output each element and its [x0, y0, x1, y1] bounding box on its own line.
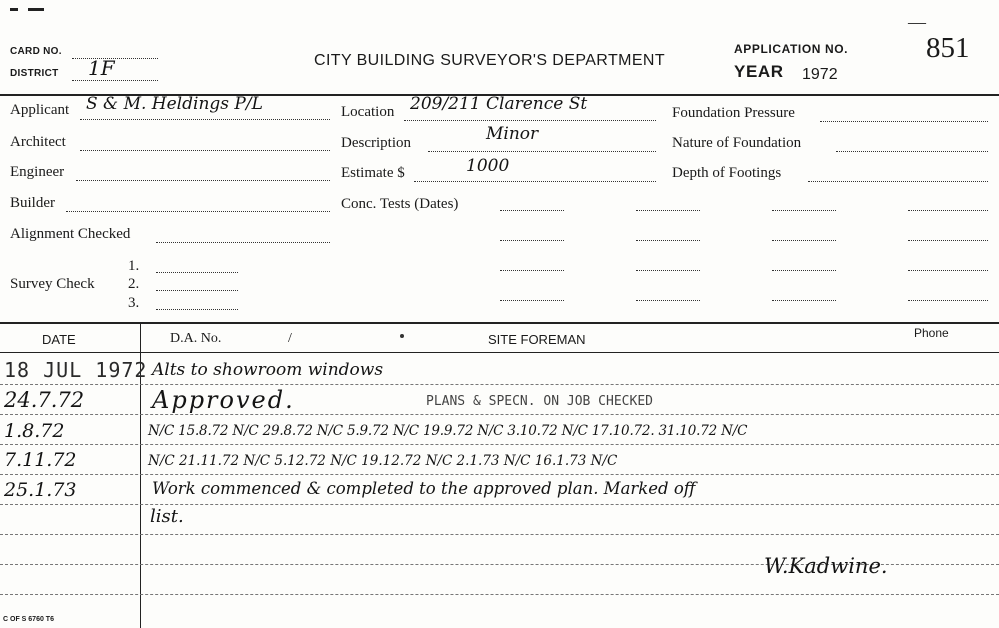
builder-label: Builder — [10, 195, 55, 211]
log-entry: Alts to showroom windows — [152, 360, 384, 380]
alignment-line — [156, 242, 330, 243]
foreman-signature: W.Kadwine. — [764, 554, 888, 578]
application-no-value: 851 — [926, 32, 970, 64]
survey-number-2: 2. — [128, 276, 140, 292]
conc-test-line — [772, 270, 836, 271]
log-rule — [0, 414, 999, 415]
log-date: 1.8.72 — [4, 420, 65, 442]
log-date: 18 JUL 1972 — [4, 358, 148, 382]
card-no-label: CARD NO. — [10, 46, 62, 57]
conc-test-line — [636, 270, 700, 271]
conc-test-line — [908, 210, 988, 211]
log-entry: Approved. — [152, 386, 295, 414]
site-foreman-header: SITE FOREMAN — [488, 332, 586, 347]
foundation-pressure-label: Foundation Pressure — [672, 105, 795, 121]
description-line — [428, 151, 656, 152]
da-no-slash: / — [288, 331, 292, 346]
depth-footings-line — [808, 181, 988, 182]
conc-test-line — [636, 240, 700, 241]
depth-footings-label: Depth of Footings — [672, 165, 782, 181]
foundation-pressure-line — [820, 121, 988, 122]
footer-code: C OF S 6760 T6 — [3, 616, 54, 623]
department-title: CITY BUILDING SURVEYOR'S DEPARTMENT — [314, 52, 666, 69]
applicant-value: S & M. Heldings P/L — [86, 94, 263, 114]
district-line — [72, 80, 158, 81]
corner-mark — [10, 8, 18, 11]
conc-test-line — [636, 210, 700, 211]
log-entry: N/C 21.11.72 N/C 5.12.72 N/C 19.12.72 N/C 2.1.73 N/C 16.1.73 N/C — [148, 453, 618, 469]
conc-test-line — [908, 240, 988, 241]
survey-line-3 — [156, 309, 238, 310]
application-no-label: APPLICATION NO. — [734, 42, 849, 56]
log-rule — [0, 474, 999, 475]
location-label: Location — [341, 104, 395, 120]
log-entry: Work commenced & completed to the approved plan. Marked off — [152, 479, 696, 498]
job-checked-stamp: PLANS & SPECN. ON JOB CHECKED — [426, 394, 653, 409]
conc-test-line — [500, 270, 564, 271]
architect-line — [80, 150, 330, 151]
header-dot — [400, 334, 404, 338]
nature-foundation-label: Nature of Foundation — [672, 135, 802, 151]
description-label: Description — [341, 135, 411, 151]
conc-test-line — [500, 300, 564, 301]
description-value: Minor — [486, 124, 539, 144]
conc-test-line — [908, 300, 988, 301]
corner-mark — [28, 8, 44, 11]
log-header-divider — [0, 352, 999, 353]
location-value: 209/211 Clarence St — [410, 94, 588, 114]
conc-test-line — [772, 240, 836, 241]
card-no-line — [72, 58, 158, 59]
year-value: 1972 — [802, 66, 838, 83]
log-rule — [0, 504, 999, 505]
architect-label: Architect — [10, 134, 66, 150]
location-line — [404, 120, 656, 121]
da-no-header: D.A. No. — [170, 331, 222, 346]
log-date: 7.11.72 — [4, 449, 77, 471]
estimate-label: Estimate $ — [341, 165, 405, 181]
district-value: 1F — [88, 56, 115, 80]
alignment-checked-label: Alignment Checked — [10, 226, 131, 242]
log-rule — [0, 444, 999, 445]
log-entry: N/C 15.8.72 N/C 29.8.72 N/C 5.9.72 N/C 19.9.72 N/C 3.10.72 N/C 17.10.72. 31.10.72 N/C — [148, 423, 748, 439]
estimate-value: 1000 — [466, 156, 510, 176]
log-rule — [0, 384, 999, 385]
engineer-line — [76, 180, 330, 181]
log-entry: list. — [150, 506, 184, 527]
estimate-line — [414, 181, 656, 182]
year-label: YEAR — [734, 62, 784, 81]
conc-test-line — [500, 210, 564, 211]
conc-tests-label: Conc. Tests (Dates) — [341, 196, 459, 212]
log-date: 25.1.73 — [4, 479, 77, 501]
top-mark: — — [908, 12, 926, 32]
date-header: DATE — [42, 332, 76, 347]
survey-line-1 — [156, 272, 238, 273]
log-top-divider — [0, 322, 999, 324]
survey-number-3: 3. — [128, 295, 140, 311]
log-rule — [0, 594, 999, 595]
survey-check-label: Survey Check — [10, 276, 95, 292]
phone-header: Phone — [914, 326, 949, 340]
survey-line-2 — [156, 290, 238, 291]
nature-foundation-line — [836, 151, 988, 152]
applicant-line — [80, 119, 330, 120]
builder-line — [66, 211, 330, 212]
applicant-label: Applicant — [10, 102, 70, 118]
conc-test-line — [636, 300, 700, 301]
conc-test-line — [908, 270, 988, 271]
conc-test-line — [500, 240, 564, 241]
log-date: 24.7.72 — [4, 388, 85, 412]
conc-test-line — [772, 210, 836, 211]
conc-test-line — [772, 300, 836, 301]
log-rule — [0, 534, 999, 535]
engineer-label: Engineer — [10, 164, 65, 180]
survey-number-1: 1. — [128, 258, 140, 274]
district-label: DISTRICT — [10, 68, 59, 79]
